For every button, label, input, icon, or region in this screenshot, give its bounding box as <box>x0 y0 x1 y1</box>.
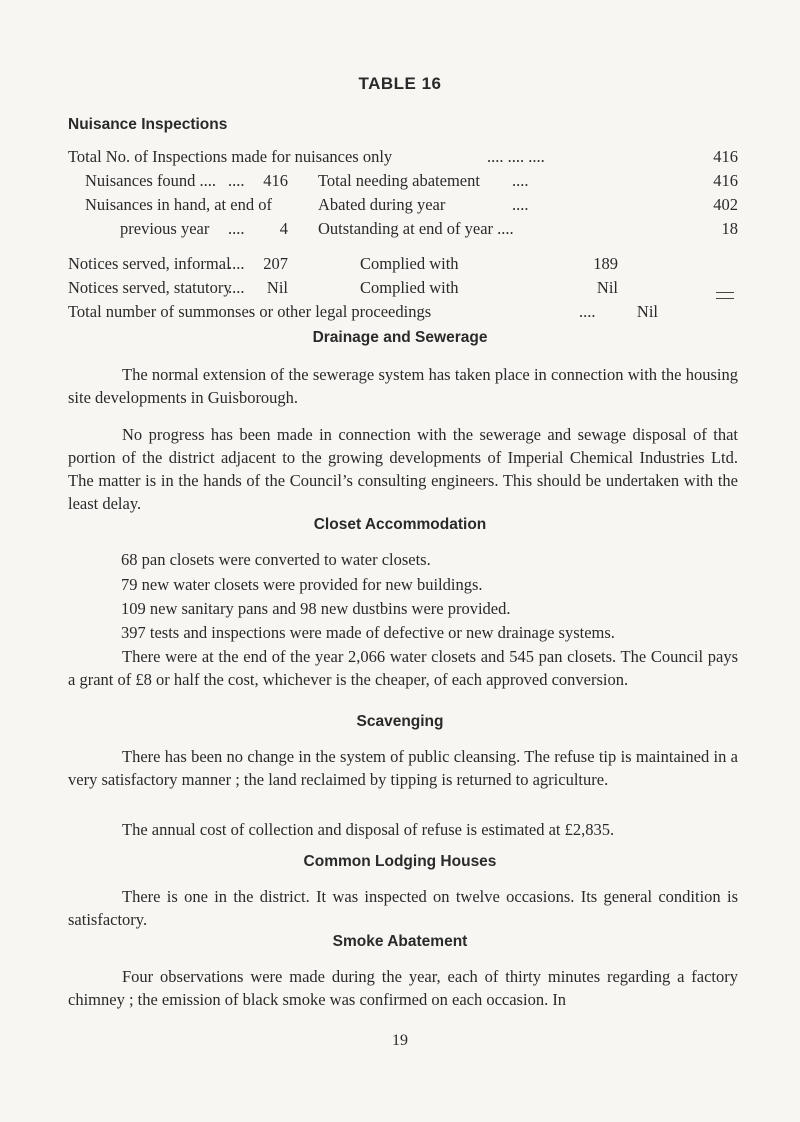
informal-notices-dots: .... <box>228 254 245 273</box>
scavenging-paragraph-2: The annual cost of collection and disposal of refuse is estimated at £2,835. <box>122 820 615 839</box>
closet-paragraph-5: There were at the end of the year 2,066 water closets and 545 pan closets. The Council pays a grant of £8 or half the cost, whichever is the cheaper, of each approved conversion. <box>68 647 738 689</box>
nuisance-heading: Nuisance Inspections <box>68 116 228 133</box>
statutory-notices-label: Notices served, statutory <box>68 278 232 297</box>
in-hand-dots: .... <box>228 219 245 238</box>
informal-complied-label: Complied with <box>360 254 459 273</box>
outstanding-label: Outstanding at end of year .... <box>318 219 514 238</box>
lodging-heading: Common Lodging Houses <box>303 853 497 870</box>
informal-complied-value: 189 <box>593 254 618 273</box>
statutory-complied-value: Nil <box>596 278 618 297</box>
abated-dots: .... <box>512 195 529 214</box>
total-inspections-label: Total No. of Inspections made for nuisances only <box>68 147 393 166</box>
statutory-complied-label: Complied with <box>360 278 459 297</box>
statutory-notices-dots: .... <box>228 278 245 297</box>
smoke-paragraph-1: Four observations were made during the year, each of thirty minutes regarding a factory chimney ; the emission of black smoke was confirmed on each occasion. In <box>68 967 738 1009</box>
smoke-heading: Smoke Abatement <box>332 933 468 950</box>
needing-abatement-label: Total needing abatement <box>318 171 480 190</box>
page-number: 19 <box>392 1032 408 1049</box>
summonses-dots: .... <box>579 302 596 321</box>
total-rule <box>716 292 734 299</box>
nuisances-found-dots: .... <box>228 171 245 190</box>
total-inspections-dots: .... .... .... <box>487 147 545 166</box>
summonses-label: Total number of summonses or other legal proceedings <box>68 302 432 321</box>
table-title: TABLE 16 <box>358 74 442 93</box>
closet-line-3: 109 new sanitary pans and 98 new dustbins were provided. <box>121 599 511 618</box>
summonses-value: Nil <box>636 302 658 321</box>
informal-notices-value: 207 <box>263 254 288 273</box>
in-hand-label-2: previous year <box>120 219 210 238</box>
nuisances-found-value: 416 <box>263 171 288 190</box>
drainage-paragraph-1: The normal extension of the sewerage system has taken place in connection with the housing site developments in Guisborough. <box>68 365 738 407</box>
closet-line-1: 68 pan closets were converted to water closets. <box>121 550 431 569</box>
closet-line-2: 79 new water closets were provided for new buildings. <box>121 575 483 594</box>
abated-value: 402 <box>713 195 738 214</box>
drainage-paragraph-2: No progress has been made in connection with the sewerage and sewage disposal of that portion of the district adjacent to the growing developments of Imperial Chemical Industries Ltd. The matter is in the hands of the Council’s consulting engineers. This should be undertaken with the least delay. <box>68 425 738 513</box>
total-inspections-value: 416 <box>713 147 738 166</box>
in-hand-label-1: Nuisances in hand, at end of <box>85 195 272 214</box>
needing-abatement-value: 416 <box>713 171 738 190</box>
informal-notices-label: Notices served, informal <box>68 254 231 273</box>
closet-line-4: 397 tests and inspections were made of defective or new drainage systems. <box>121 623 615 642</box>
drainage-heading: Drainage and Sewerage <box>312 329 488 346</box>
nuisances-found-label: Nuisances found .... <box>85 171 217 190</box>
lodging-paragraph-1: There is one in the district. It was inspected on twelve occasions. Its general condition is satisfactory. <box>68 887 738 929</box>
needing-abatement-dots: .... <box>512 171 529 190</box>
in-hand-value: 4 <box>279 219 288 238</box>
closet-heading: Closet Accommodation <box>313 516 487 533</box>
statutory-notices-value: Nil <box>266 278 288 297</box>
outstanding-value: 18 <box>721 219 738 238</box>
abated-label: Abated during year <box>318 195 446 214</box>
scavenging-paragraph-1: There has been no change in the system of public cleansing. The refuse tip is maintained in a very satisfactory manner ; the land reclaimed by tipping is returned to agriculture. <box>68 747 738 789</box>
scavenging-heading: Scavenging <box>356 713 444 730</box>
